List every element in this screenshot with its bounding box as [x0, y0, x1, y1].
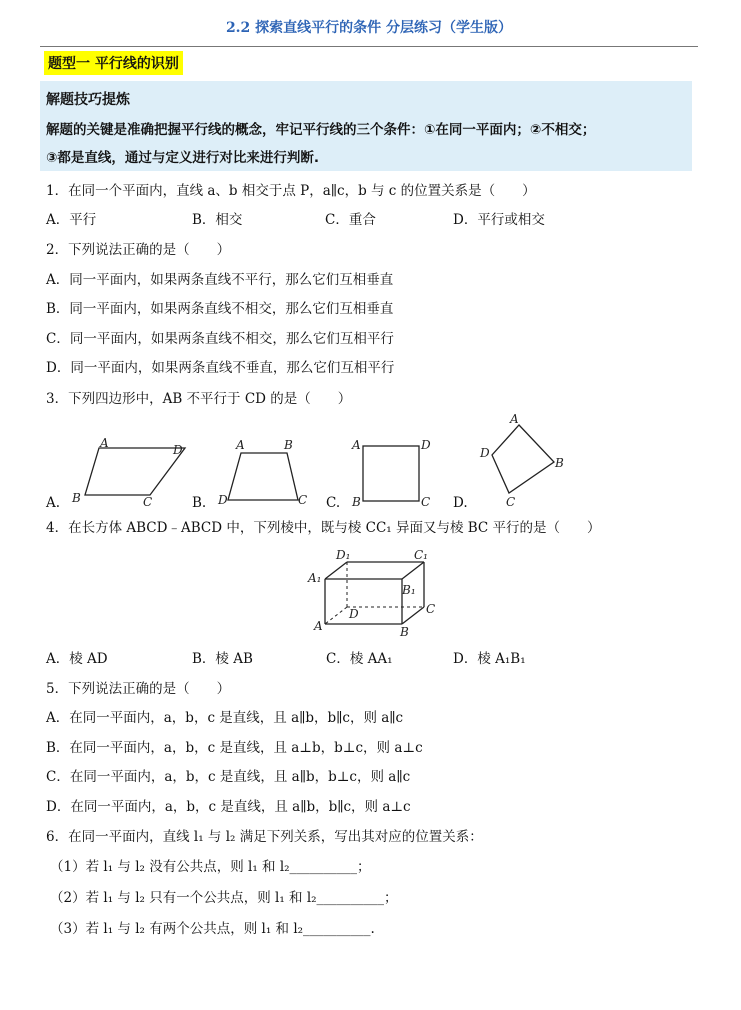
tip-title: 解题技巧提炼: [46, 92, 130, 108]
q3-figure-c: [342, 432, 442, 512]
q4-cuboid-figure: [300, 546, 450, 640]
tip-line-2: ③都是直线，通过与定义进行对比来进行判断.: [46, 150, 320, 166]
q1-option-d: D．平行或相交: [453, 212, 545, 228]
q1-option-a: A．平行: [46, 212, 97, 228]
q5-option-c: C．在同一平面内，a，b，c 是直线，且 a∥b，b⊥c，则 a∥c: [46, 769, 411, 785]
q3-option-c: C.: [326, 495, 341, 511]
q1-option-c: C．重合: [325, 212, 376, 228]
fig-label: D: [480, 446, 490, 460]
q3-option-b: B.: [192, 495, 207, 511]
q5-stem: 5．下列说法正确的是（ ）: [46, 681, 231, 697]
q5-option-b: B．在同一平面内，a，b，c 是直线，且 a⊥b，b⊥c，则 a⊥c: [46, 740, 423, 756]
trapezoid-shape: [228, 453, 298, 500]
q3-figure-b: [208, 432, 318, 512]
fig-label: C: [421, 495, 431, 509]
fig-label: A: [314, 619, 323, 633]
q3-stem: 3．下列四边形中，AB 不平行于 CD 的是（ ）: [46, 391, 352, 407]
fig-label: D: [349, 607, 359, 621]
fig-label: B: [284, 438, 293, 452]
fig-label: D₁: [336, 548, 351, 562]
q6-stem: 6．在同一平面内，直线 l₁ 与 l₂ 满足下列关系，写出其对应的位置关系：: [46, 829, 483, 845]
fig-label: D: [173, 443, 183, 457]
fig-label: B: [555, 456, 564, 470]
q2-option-b: B．同一平面内，如果两条直线不相交，那么它们互相垂直: [46, 301, 394, 317]
fig-label: A: [236, 438, 245, 452]
q3-option-a: A.: [46, 495, 61, 511]
fig-label: B₁: [402, 583, 416, 597]
q2-option-c: C．同一平面内，如果两条直线不相交，那么它们互相平行: [46, 331, 394, 347]
q1-stem: 1．在同一个平面内，直线 a、b 相交于点 P，a∥c，b 与 c 的位置关系是（ ）: [46, 183, 536, 199]
fig-label: C: [426, 602, 436, 616]
q2-stem: 2．下列说法正确的是（ ）: [46, 242, 231, 258]
q4-stem: 4．在长方体 ABCD﹣ABCD 中，下列棱中，既与棱 CC₁ 异面又与棱 BC 平行的是（ ）: [46, 520, 601, 536]
fig-label: B: [72, 491, 81, 505]
q6-item-2: （2）若 l₁ 与 l₂ 只有一个公共点，则 l₁ 和 l₂__________；: [50, 890, 398, 906]
q5-option-d: D．在同一平面内，a，b，c 是直线，且 a∥b，b∥c，则 a⊥c: [46, 799, 411, 815]
square-shape: [363, 446, 419, 501]
section-title: 题型一 平行线的识别: [44, 51, 183, 75]
q2-option-d: D．同一平面内，如果两条直线不垂直，那么它们互相平行: [46, 360, 395, 376]
quadrilateral-shape: [492, 425, 554, 493]
fig-label: C: [298, 493, 308, 507]
fig-label: D: [218, 493, 228, 507]
q4-option-b: B．棱 AB: [192, 651, 253, 667]
fig-label: C: [506, 495, 516, 508]
q3-option-d: D.: [453, 495, 468, 511]
tip-box: [40, 81, 692, 171]
page-title: 2.2 探索直线平行的条件 分层练习（学生版）: [225, 20, 513, 36]
q4-option-d: D．棱 A₁B₁: [453, 651, 526, 667]
fig-label: A₁: [308, 571, 322, 585]
q6-item-3: （3）若 l₁ 与 l₂ 有两个公共点，则 l₁ 和 l₂__________.: [50, 921, 375, 937]
parallelogram-shape: [85, 448, 185, 495]
q3-figure-a: [62, 432, 192, 512]
fig-label: A: [100, 436, 109, 450]
q3-figure-d: [474, 410, 574, 508]
fig-label: B: [352, 495, 361, 509]
fig-label: D: [421, 438, 431, 452]
q4-option-c: C．棱 AA₁: [326, 651, 393, 667]
fig-label: A: [510, 412, 519, 426]
fig-label: B: [400, 625, 409, 639]
q5-option-a: A．在同一平面内，a，b，c 是直线，且 a∥b，b∥c，则 a∥c: [46, 710, 404, 726]
q1-option-b: B．相交: [192, 212, 243, 228]
fig-label: C₁: [414, 548, 428, 562]
q2-option-a: A．同一平面内，如果两条直线不平行，那么它们互相垂直: [46, 272, 394, 288]
tip-line-1: 解题的关键是准确把握平行线的概念，牢记平行线的三个条件：①在同一平面内；②不相交；: [46, 122, 596, 138]
fig-label: C: [143, 495, 153, 509]
q6-item-1: （1）若 l₁ 与 l₂ 没有公共点，则 l₁ 和 l₂__________；: [50, 859, 371, 875]
fig-label: A: [352, 438, 361, 452]
page-header: [40, 8, 698, 47]
q4-option-a: A．棱 AD: [46, 651, 108, 667]
